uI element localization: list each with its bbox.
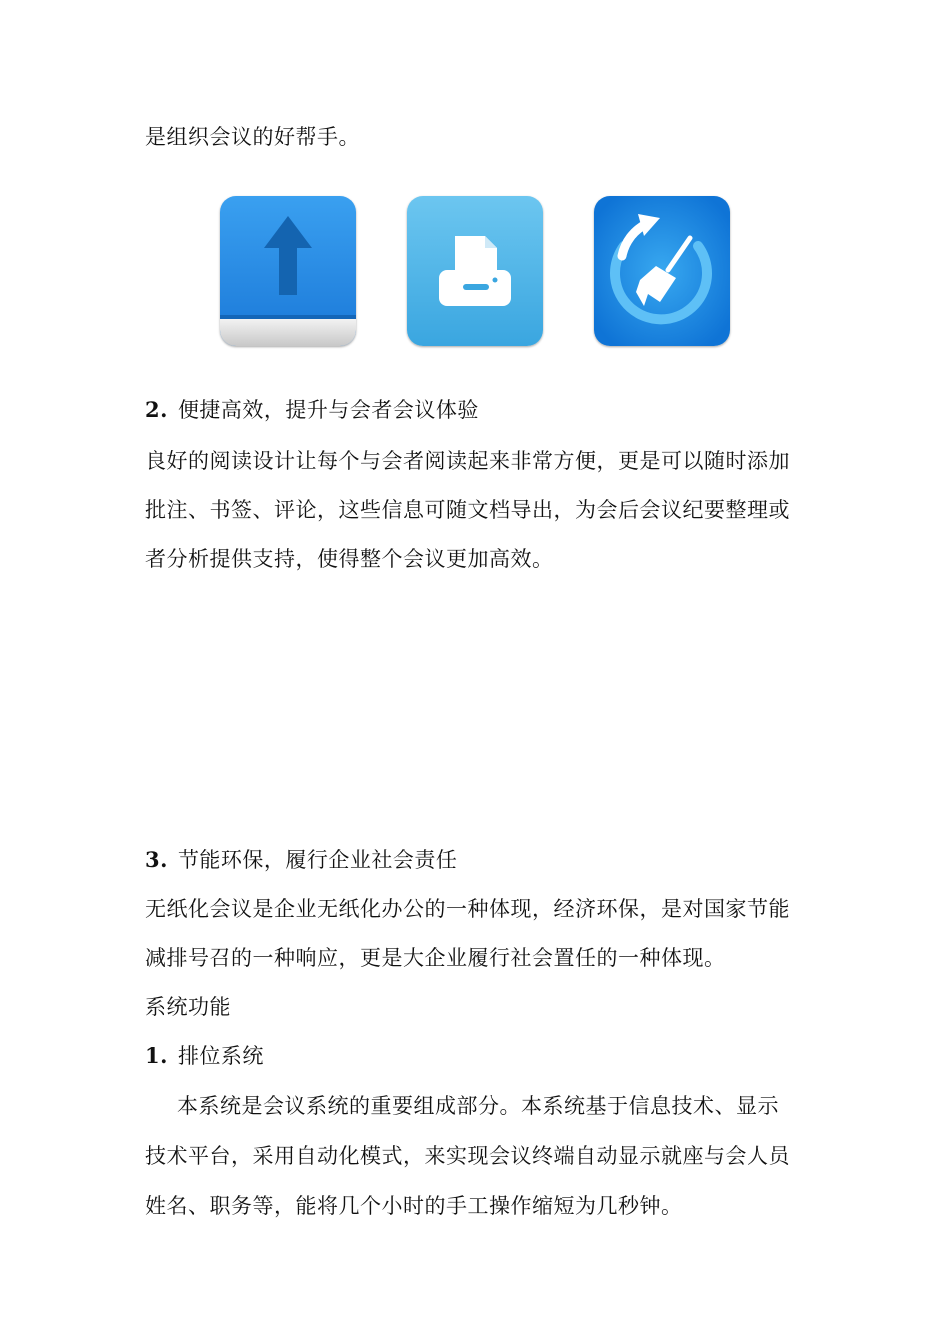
section-title: 系统功能: [145, 995, 231, 1019]
upload-book-icon: [220, 196, 356, 346]
subheading: [145, 1044, 264, 1068]
paragraph-line: 技术平台，采用自动化模式，来实现会议终端自动显示就座与会人员: [145, 1144, 790, 1168]
refresh-clean-icon: [594, 196, 730, 346]
paragraph-line: 姓名、职务等，能将几个小时的手工操作缩短为几秒钟。: [145, 1194, 683, 1218]
heading-3: [145, 848, 457, 872]
heading-2: [145, 398, 479, 422]
paragraph-line: 是组织会议的好帮手。: [145, 125, 360, 149]
printer-icon: [407, 196, 543, 346]
paragraph-line: 减排号召的一种响应，更是大企业履行社会置任的一种体现。: [145, 946, 726, 970]
paragraph-line: 本系统是会议系统的重要组成部分。本系统基于信息技术、显示: [177, 1094, 779, 1118]
heading-text: 便捷高效，提升与会者会议体验: [177, 398, 479, 422]
heading-text: 节能环保，履行企业社会责任: [177, 848, 458, 872]
paragraph-line: 无纸化会议是企业无纸化办公的一种体现，经济环保，是对国家节能: [145, 897, 790, 921]
paragraph-line: 良好的阅读设计让每个与会者阅读起来非常方便，更是可以随时添加: [145, 449, 790, 473]
paragraph-line: 批注、书签、评论，这些信息可随文档导出，为会后会议纪要整理或: [145, 498, 790, 522]
heading-text: 排位系统: [177, 1044, 264, 1068]
paragraph-line: 者分析提供支持，使得整个会议更加高效。: [145, 547, 554, 571]
heading-number: 1.: [145, 1043, 168, 1068]
heading-number: 3.: [145, 847, 168, 872]
heading-number: 2.: [145, 397, 168, 422]
